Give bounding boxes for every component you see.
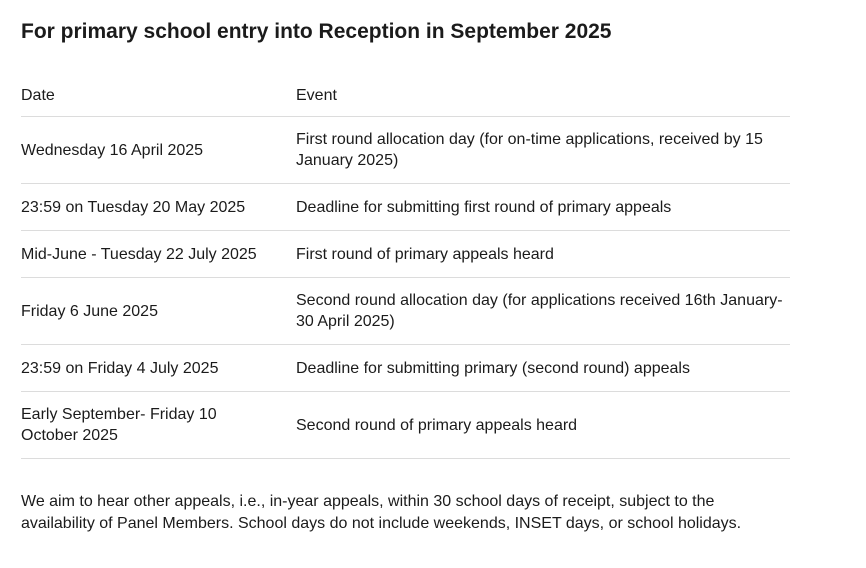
event-cell [296,117,790,184]
table-row [21,184,790,231]
appeals-note: We aim to hear other appeals, i.e., in-year appeals, within 30 school days of receipt, subject to the availability of Panel Members. School days do not include weekends, INSET days, or school holidays. [21,493,742,532]
date-cell [21,117,296,184]
event-cell [296,278,790,345]
date-text: 23:59 on Tuesday 20 May 2025 [21,198,246,216]
date-text: Friday 6 June 2025 [21,302,158,320]
event-text: First round allocation day (for on-time applications, received by 15 January 2025) [296,131,763,169]
table-row [21,117,790,184]
date-cell [21,184,296,231]
table-header-row [21,85,790,117]
event-text: Second round allocation day (for applications received 16th January- 30 April 2025) [296,292,783,330]
column-header-event: Event [296,85,790,117]
event-text: Second round of primary appeals heard [296,416,578,434]
event-text: Deadline for submitting primary (second round) appeals [296,359,690,377]
date-text: Early September- Friday 10 October 2025 [21,406,217,444]
date-cell [21,392,296,459]
column-header-date: Date [21,85,296,117]
date-text: Wednesday 16 April 2025 [21,141,204,159]
table-row [21,231,790,278]
page-title: For primary school entry into Reception in September 2025 [21,20,612,43]
date-cell [21,278,296,345]
table-row [21,345,790,392]
event-cell [296,392,790,459]
table-row [21,278,790,345]
date-text: 23:59 on Friday 4 July 2025 [21,359,219,377]
date-cell [21,345,296,392]
event-cell [296,345,790,392]
table-row [21,392,790,459]
event-cell [296,231,790,278]
schedule-table [21,85,790,459]
date-cell [21,231,296,278]
event-text: First round of primary appeals heard [296,245,554,263]
date-text: Mid-June - Tuesday 22 July 2025 [21,245,257,263]
event-cell [296,184,790,231]
event-text: Deadline for submitting first round of primary appeals [296,198,672,216]
